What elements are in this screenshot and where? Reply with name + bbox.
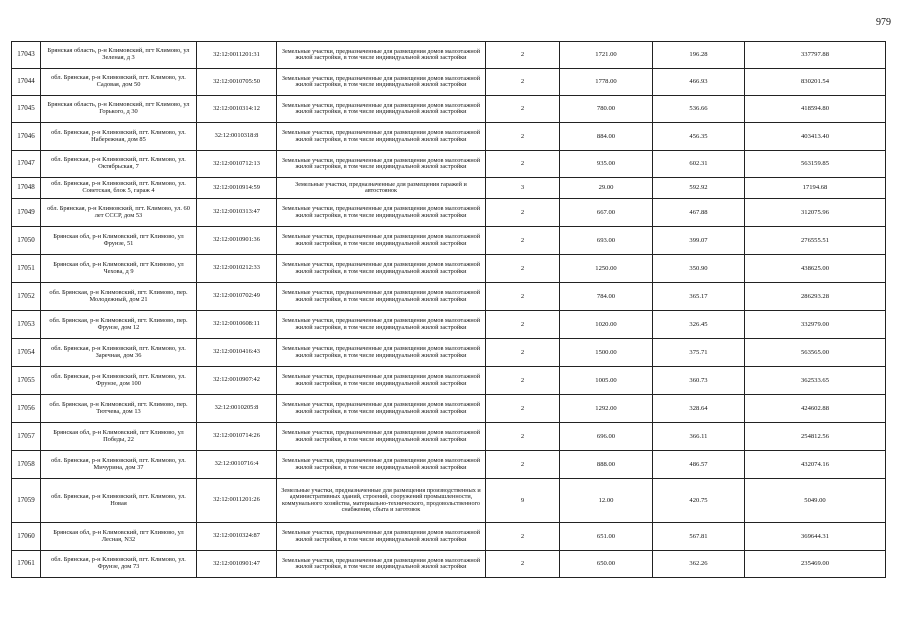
table-row <box>12 523 886 551</box>
address-cell: Брянская область, р-н Климовский, пгт Климово, ул Горького, д 30 <box>41 96 197 123</box>
rate-cell: 399.07 <box>653 227 745 255</box>
row-number: 17043 <box>12 42 41 69</box>
row-number: 17048 <box>12 178 41 199</box>
group-cell: 2 <box>486 96 560 123</box>
address-cell: обл. Брянская, р-н Климовский, пгт. Климово, ул. 60 лет СССР, дом 53 <box>41 199 197 227</box>
land-use-cell: Земельные участки, предназначенные для размещения домов малоэтажной жилой застройки, в том числе индивидуальной жилой застройки <box>277 69 486 96</box>
row-number: 17044 <box>12 69 41 96</box>
group-cell: 2 <box>486 227 560 255</box>
area-cell: 1020.00 <box>560 311 653 339</box>
address-cell: обл. Брянская, р-н Климовский, пгт. Климово, пер. Фрунзе, дом 12 <box>41 311 197 339</box>
address-cell: обл. Брянская, р-н Климовский, пгт. Климово, ул. Заречная, дом 36 <box>41 339 197 367</box>
row-number: 17060 <box>12 523 41 551</box>
row-number: 17047 <box>12 151 41 178</box>
cadastral-value-cell: 432074.16 <box>745 451 886 479</box>
table-row <box>12 69 886 96</box>
table-row <box>12 339 886 367</box>
rate-cell: 360.73 <box>653 367 745 395</box>
table-row <box>12 178 886 199</box>
land-use-cell: Земельные участки, предназначенные для размещения домов малоэтажной жилой застройки, в том числе индивидуальной жилой застройки <box>277 423 486 451</box>
cadastral-number-cell: 32:12:0010702:49 <box>197 283 277 311</box>
cadastral-value-cell: 235469.00 <box>745 551 886 578</box>
area-cell: 693.00 <box>560 227 653 255</box>
cadastral-value-cell: 830201.54 <box>745 69 886 96</box>
group-cell: 2 <box>486 523 560 551</box>
cadastral-number-cell: 32:12:0010212:33 <box>197 255 277 283</box>
cadastral-value-cell: 362533.65 <box>745 367 886 395</box>
area-cell: 884.00 <box>560 123 653 151</box>
address-cell: Брянская обл, р-н Климовский, пгт Климово, ул Чехова, д 9 <box>41 255 197 283</box>
address-cell: обл. Брянская, р-н Климовский, пгт. Климово, ул. Садовая, дом 50 <box>41 69 197 96</box>
cadastral-value-cell: 369644.31 <box>745 523 886 551</box>
cadastral-number-cell: 32:12:0010901:47 <box>197 551 277 578</box>
address-cell: обл. Брянская, р-н Климовский, пгт. Климово, ул. Октябрьская, 7 <box>41 151 197 178</box>
area-cell: 888.00 <box>560 451 653 479</box>
address-cell: обл. Брянская, р-н Климовский, пгт. Климово, ул. Фрунзе, дом 100 <box>41 367 197 395</box>
land-use-cell: Земельные участки, предназначенные для размещения домов малоэтажной жилой застройки, в том числе индивидуальной жилой застройки <box>277 367 486 395</box>
group-cell: 2 <box>486 451 560 479</box>
rate-cell: 366.11 <box>653 423 745 451</box>
group-cell: 2 <box>486 42 560 69</box>
cadastral-number-cell: 32:12:0010324:87 <box>197 523 277 551</box>
land-use-cell: Земельные участки, предназначенные для размещения домов малоэтажной жилой застройки, в том числе индивидуальной жилой застройки <box>277 451 486 479</box>
table-row <box>12 423 886 451</box>
land-use-cell: Земельные участки, предназначенные для размещения домов малоэтажной жилой застройки, в том числе индивидуальной жилой застройки <box>277 311 486 339</box>
page-number: 979 <box>876 17 891 28</box>
land-use-cell: Земельные участки, предназначенные для размещения домов малоэтажной жилой застройки, в том числе индивидуальной жилой застройки <box>277 339 486 367</box>
cadastral-number-cell: 32:12:0010314:12 <box>197 96 277 123</box>
table-row <box>12 227 886 255</box>
area-cell: 935.00 <box>560 151 653 178</box>
land-use-cell: Земельные участки, предназначенные для размещения домов малоэтажной жилой застройки, в том числе индивидуальной жилой застройки <box>277 123 486 151</box>
row-number: 17059 <box>12 479 41 523</box>
table-row <box>12 311 886 339</box>
address-cell: обл. Брянская, р-н Климовский, пгт. Климово, ул. Фрунзе, дом 73 <box>41 551 197 578</box>
rate-cell: 365.17 <box>653 283 745 311</box>
land-use-cell: Земельные участки, предназначенные для размещения домов малоэтажной жилой застройки, в том числе индивидуальной жилой застройки <box>277 199 486 227</box>
group-cell: 2 <box>486 367 560 395</box>
area-cell: 29.00 <box>560 178 653 199</box>
table-row <box>12 479 886 523</box>
group-cell: 2 <box>486 311 560 339</box>
row-number: 17055 <box>12 367 41 395</box>
cadastral-number-cell: 32:12:0010205:8 <box>197 395 277 423</box>
group-cell: 3 <box>486 178 560 199</box>
rate-cell: 375.71 <box>653 339 745 367</box>
cadastral-number-cell: 32:12:0010714:26 <box>197 423 277 451</box>
area-cell: 1292.00 <box>560 395 653 423</box>
rate-cell: 350.90 <box>653 255 745 283</box>
area-cell: 1721.00 <box>560 42 653 69</box>
rate-cell: 456.35 <box>653 123 745 151</box>
group-cell: 2 <box>486 123 560 151</box>
group-cell: 2 <box>486 199 560 227</box>
cadastral-number-cell: 32:12:0010712:13 <box>197 151 277 178</box>
land-use-cell: Земельные участки, предназначенные для размещения домов малоэтажной жилой застройки, в том числе индивидуальной жилой застройки <box>277 523 486 551</box>
row-number: 17056 <box>12 395 41 423</box>
area-cell: 696.00 <box>560 423 653 451</box>
group-cell: 2 <box>486 339 560 367</box>
rate-cell: 328.64 <box>653 395 745 423</box>
cadastral-value-cell: 276555.51 <box>745 227 886 255</box>
rate-cell: 466.93 <box>653 69 745 96</box>
group-cell: 9 <box>486 479 560 523</box>
group-cell: 2 <box>486 551 560 578</box>
row-number: 17058 <box>12 451 41 479</box>
row-number: 17049 <box>12 199 41 227</box>
table-row <box>12 283 886 311</box>
cadastral-value-cell: 254812.56 <box>745 423 886 451</box>
cadastral-number-cell: 32:12:0010907:42 <box>197 367 277 395</box>
row-number: 17046 <box>12 123 41 151</box>
group-cell: 2 <box>486 69 560 96</box>
address-cell: Брянская область, р-н Климовский, пгт Климово, ул Зеленая, д 3 <box>41 42 197 69</box>
land-use-cell: Земельные участки, предназначенные для размещения домов малоэтажной жилой застройки, в том числе индивидуальной жилой застройки <box>277 151 486 178</box>
rate-cell: 536.66 <box>653 96 745 123</box>
area-cell: 1250.00 <box>560 255 653 283</box>
group-cell: 2 <box>486 255 560 283</box>
row-number: 17051 <box>12 255 41 283</box>
rate-cell: 196.28 <box>653 42 745 69</box>
row-number: 17050 <box>12 227 41 255</box>
table-row <box>12 123 886 151</box>
area-cell: 1778.00 <box>560 69 653 96</box>
cadastral-value-cell: 438625.00 <box>745 255 886 283</box>
cadastral-number-cell: 32:12:0010705:50 <box>197 69 277 96</box>
table-row <box>12 255 886 283</box>
land-use-cell: Земельные участки, предназначенные для размещения домов малоэтажной жилой застройки, в том числе индивидуальной жилой застройки <box>277 255 486 283</box>
cadastral-value-cell: 563565.00 <box>745 339 886 367</box>
address-cell: обл. Брянская, р-н Климовский, пгт. Климово, ул. Советская, блок 5, гараж 4 <box>41 178 197 199</box>
area-cell: 650.00 <box>560 551 653 578</box>
table-row <box>12 395 886 423</box>
rate-cell: 467.88 <box>653 199 745 227</box>
land-use-cell: Земельные участки, предназначенные для размещения производственных и административных зданий, строений, сооружений промышленности, коммунального хозяйства, материально-технического, продовольственного снабжения, сбыта и заготовок <box>277 479 486 523</box>
land-use-cell: Земельные участки, предназначенные для размещения домов малоэтажной жилой застройки, в том числе индивидуальной жилой застройки <box>277 227 486 255</box>
row-number: 17045 <box>12 96 41 123</box>
cadastral-value-cell: 403413.40 <box>745 123 886 151</box>
area-cell: 667.00 <box>560 199 653 227</box>
cadastral-number-cell: 32:12:0011201:31 <box>197 42 277 69</box>
cadastral-value-cell: 17194.68 <box>745 178 886 199</box>
rate-cell: 326.45 <box>653 311 745 339</box>
cadastral-number-cell: 32:12:0010313:47 <box>197 199 277 227</box>
cadastral-number-cell: 32:12:0010914:59 <box>197 178 277 199</box>
cadastral-value-cell: 312075.96 <box>745 199 886 227</box>
cadastral-number-cell: 32:12:0011201:26 <box>197 479 277 523</box>
rate-cell: 602.31 <box>653 151 745 178</box>
cadastral-value-cell: 5049.00 <box>745 479 886 523</box>
registry-table <box>11 41 886 578</box>
address-cell: обл. Брянская, р-н Климовский, пгт. Климово, пер. Тютчева, дом 13 <box>41 395 197 423</box>
group-cell: 2 <box>486 395 560 423</box>
group-cell: 2 <box>486 151 560 178</box>
area-cell: 1005.00 <box>560 367 653 395</box>
rate-cell: 486.57 <box>653 451 745 479</box>
land-use-cell: Земельные участки, предназначенные для размещения домов малоэтажной жилой застройки, в том числе индивидуальной жилой застройки <box>277 395 486 423</box>
rate-cell: 567.81 <box>653 523 745 551</box>
land-use-cell: Земельные участки, предназначенные для размещения гаражей и автостоянок <box>277 178 486 199</box>
table-row <box>12 199 886 227</box>
cadastral-value-cell: 418594.80 <box>745 96 886 123</box>
row-number: 17057 <box>12 423 41 451</box>
table-row <box>12 451 886 479</box>
cadastral-number-cell: 32:12:0010901:36 <box>197 227 277 255</box>
row-number: 17061 <box>12 551 41 578</box>
rate-cell: 420.75 <box>653 479 745 523</box>
address-cell: обл. Брянская, р-н Климовский, пгт. Климово, ул. Набережная, дом 85 <box>41 123 197 151</box>
table-row <box>12 551 886 578</box>
cadastral-number-cell: 32:12:0010416:43 <box>197 339 277 367</box>
land-use-cell: Земельные участки, предназначенные для размещения домов малоэтажной жилой застройки, в том числе индивидуальной жилой застройки <box>277 96 486 123</box>
group-cell: 2 <box>486 423 560 451</box>
table-row <box>12 96 886 123</box>
address-cell: обл. Брянская, р-н Климовский, пгт. Климово, пер. Молодежный, дом 21 <box>41 283 197 311</box>
table-row <box>12 42 886 69</box>
land-use-cell: Земельные участки, предназначенные для размещения домов малоэтажной жилой застройки, в том числе индивидуальной жилой застройки <box>277 283 486 311</box>
row-number: 17053 <box>12 311 41 339</box>
cadastral-number-cell: 32:12:0010318:8 <box>197 123 277 151</box>
cadastral-value-cell: 337797.88 <box>745 42 886 69</box>
address-cell: Брянская обл, р-н Климовский, пгт Климово, ул Победы, 22 <box>41 423 197 451</box>
cadastral-value-cell: 286293.28 <box>745 283 886 311</box>
area-cell: 780.00 <box>560 96 653 123</box>
table-row <box>12 151 886 178</box>
land-use-cell: Земельные участки, предназначенные для размещения домов малоэтажной жилой застройки, в том числе индивидуальной жилой застройки <box>277 551 486 578</box>
rate-cell: 592.92 <box>653 178 745 199</box>
cadastral-value-cell: 332979.00 <box>745 311 886 339</box>
cadastral-value-cell: 563159.85 <box>745 151 886 178</box>
area-cell: 784.00 <box>560 283 653 311</box>
address-cell: обл. Брянская, р-н Климовский, пгт. Климово, ул. Новая <box>41 479 197 523</box>
table-row <box>12 367 886 395</box>
address-cell: обл. Брянская, р-н Климовский, пгт. Климово, ул. Мичурина, дом 37 <box>41 451 197 479</box>
cadastral-number-cell: 32:12:0010716:4 <box>197 451 277 479</box>
address-cell: Брянская обл, р-н Климовский, пгт Климово, ул Фрунзе, 51 <box>41 227 197 255</box>
group-cell: 2 <box>486 283 560 311</box>
area-cell: 651.00 <box>560 523 653 551</box>
area-cell: 12.00 <box>560 479 653 523</box>
row-number: 17052 <box>12 283 41 311</box>
cadastral-value-cell: 424602.88 <box>745 395 886 423</box>
land-use-cell: Земельные участки, предназначенные для размещения домов малоэтажной жилой застройки, в том числе индивидуальной жилой застройки <box>277 42 486 69</box>
cadastral-number-cell: 32:12:0010608:11 <box>197 311 277 339</box>
address-cell: Брянская обл, р-н Климовский, пгт Климово, ул Лесная, N32 <box>41 523 197 551</box>
rate-cell: 362.26 <box>653 551 745 578</box>
registry-table-body <box>12 42 886 578</box>
row-number: 17054 <box>12 339 41 367</box>
area-cell: 1500.00 <box>560 339 653 367</box>
